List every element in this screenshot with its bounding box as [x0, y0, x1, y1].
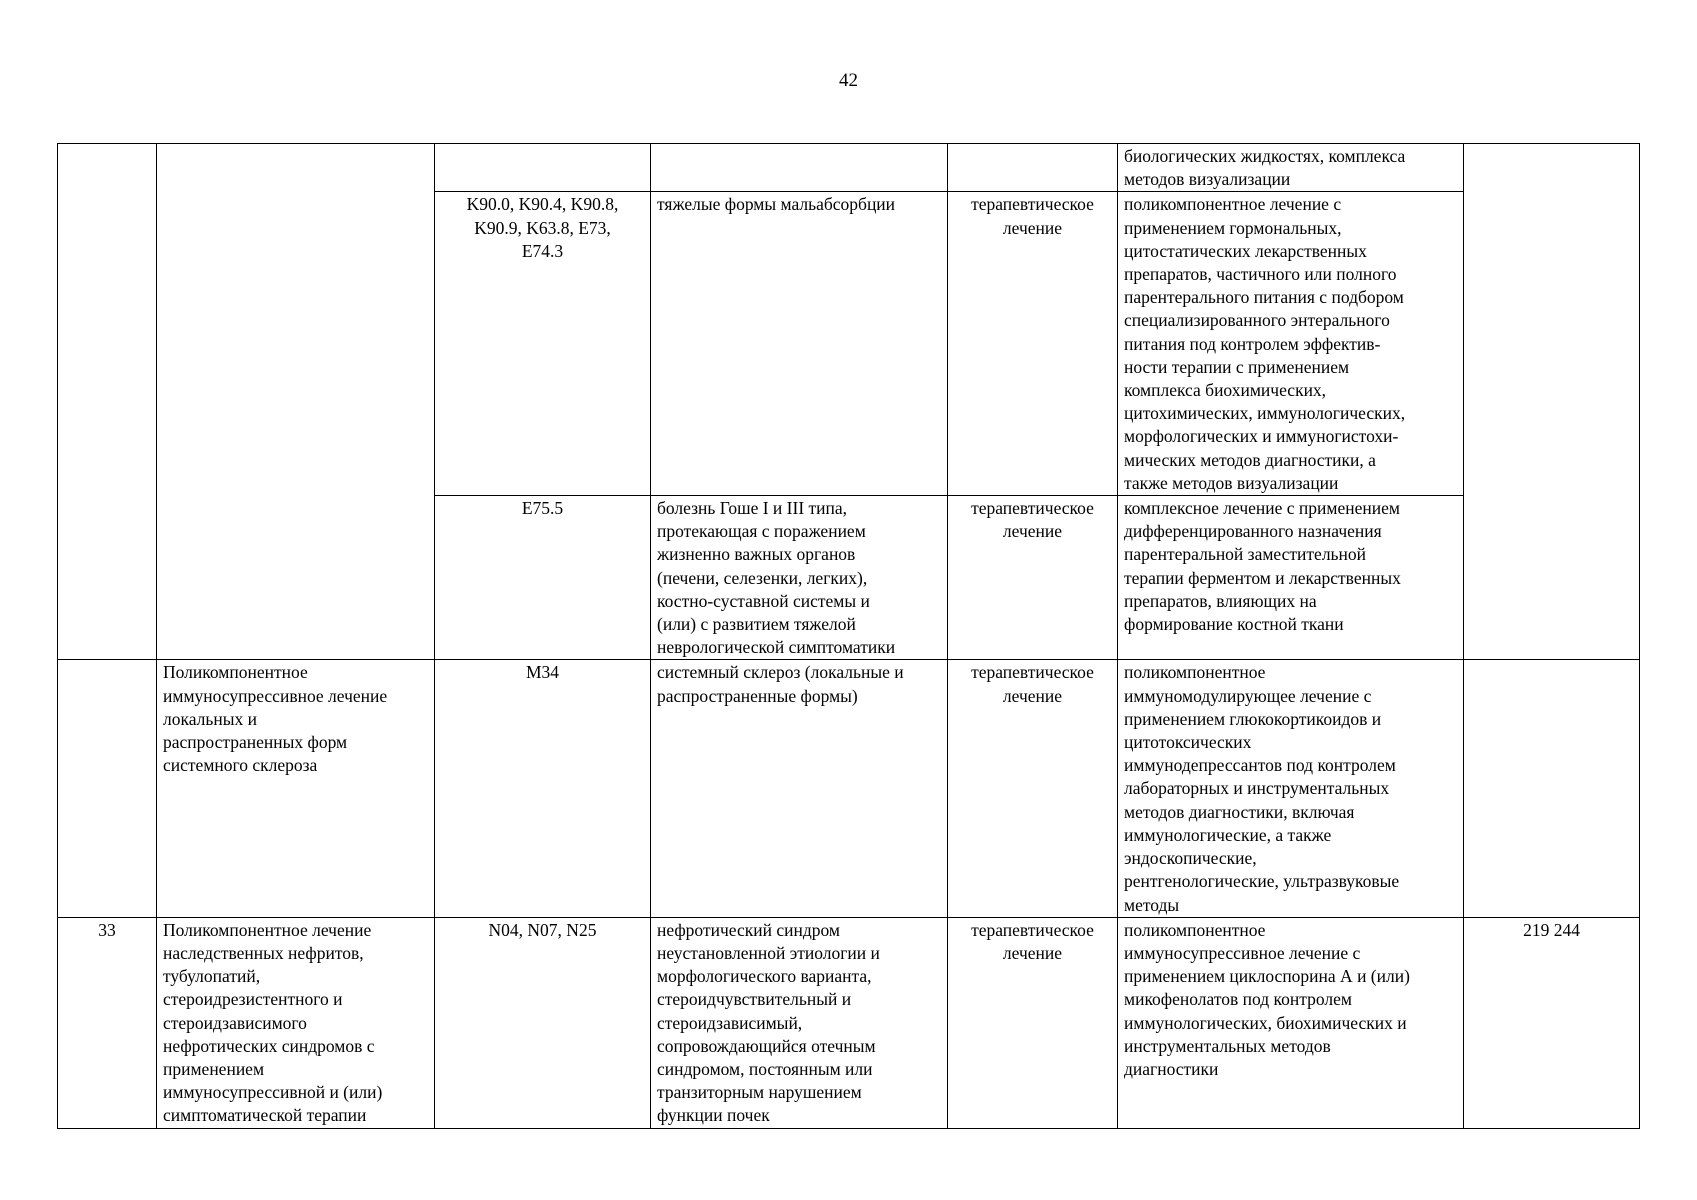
- condition-cell: тяжелые формы мальабсорбции: [651, 192, 948, 496]
- care-group-cell: Поликомпонентное лечение наследственных нефритов, тубулопатий, стероидрезистентного и стероидзависимого нефротических синдромов с применением иммуносупрессивной и (или) симптоматической терапии: [157, 917, 435, 1128]
- care-group-cell: [157, 144, 435, 660]
- treatment-method-cell: поликомпонентное иммуномодулирующее лечение с применением глюкокортикоидов и цитотоксических иммунодепрессантов под контролем лабораторных и инструментальных методов диагностики, включая иммунологические, а также эндоскопические, рентгенологические, ультразвуковые методы: [1118, 660, 1464, 917]
- condition-cell: болезнь Гоше I и III типа, протекающая с поражением жизненно важных органов (печени, селезенки, легких), костно-суставной системы и (или) с развитием тяжелой неврологической симптоматики: [651, 496, 948, 660]
- icd-codes-cell: [435, 144, 651, 192]
- treatment-type-cell: терапевтическое лечение: [948, 496, 1118, 660]
- condition-cell: системный склероз (локальные и распространенные формы): [651, 660, 948, 917]
- row-number-cell: 33: [58, 917, 157, 1128]
- icd-codes-cell: M34: [435, 660, 651, 917]
- row-number-cell: [58, 144, 157, 660]
- icd-codes-cell: E75.5: [435, 496, 651, 660]
- treatment-type-cell: терапевтическое лечение: [948, 192, 1118, 496]
- row-number-cell: [58, 660, 157, 917]
- treatment-type-cell: терапевтическое лечение: [948, 660, 1118, 917]
- medical-care-table: [57, 143, 1640, 1129]
- treatment-type-cell: терапевтическое лечение: [948, 917, 1118, 1128]
- cost-cell: [1464, 144, 1640, 660]
- care-group-cell: Поликомпонентное иммуносупрессивное лечение локальных и распространенных форм системного склероза: [157, 660, 435, 917]
- treatment-type-cell: [948, 144, 1118, 192]
- cost-cell: 219 244: [1464, 917, 1640, 1128]
- treatment-method-cell: поликомпонентное лечение с применением гормональных, цитостатических лекарственных препаратов, частичного или полного парентерального питания с подбором специализированного энтерального питания под контролем эффектив- ности терапии с применением комплекса биохимических, цитохимических, иммунологических, морфологических и иммуногистохи- мических методов диагностики, а также методов визуализации: [1118, 192, 1464, 496]
- table-row: [58, 917, 1640, 1128]
- table-row: [58, 144, 1640, 192]
- condition-cell: [651, 144, 948, 192]
- treatment-method-cell: комплексное лечение с применением дифференцированного назначения парентеральной заместительной терапии ферментом и лекарственных препаратов, влияющих на формирование костной ткани: [1118, 496, 1464, 660]
- cost-cell: [1464, 660, 1640, 917]
- icd-codes-cell: N04, N07, N25: [435, 917, 651, 1128]
- table-row: [58, 660, 1640, 917]
- treatment-method-cell: поликомпонентное иммуносупрессивное лечение с применением циклоспорина А и (или) микофенолатов под контролем иммунологических, биохимических и инструментальных методов диагностики: [1118, 917, 1464, 1128]
- condition-cell: нефротический синдром неустановленной этиологии и морфологического варианта, стероидчувствительный и стероидзависимый, сопровождающийся отечным синдромом, постоянным или транзиторным нарушением функции почек: [651, 917, 948, 1128]
- icd-codes-cell: K90.0, K90.4, K90.8, K90.9, K63.8, E73, E74.3: [435, 192, 651, 496]
- page-number: 42: [839, 70, 858, 91]
- treatment-method-cell: биологических жидкостях, комплекса методов визуализации: [1118, 144, 1464, 192]
